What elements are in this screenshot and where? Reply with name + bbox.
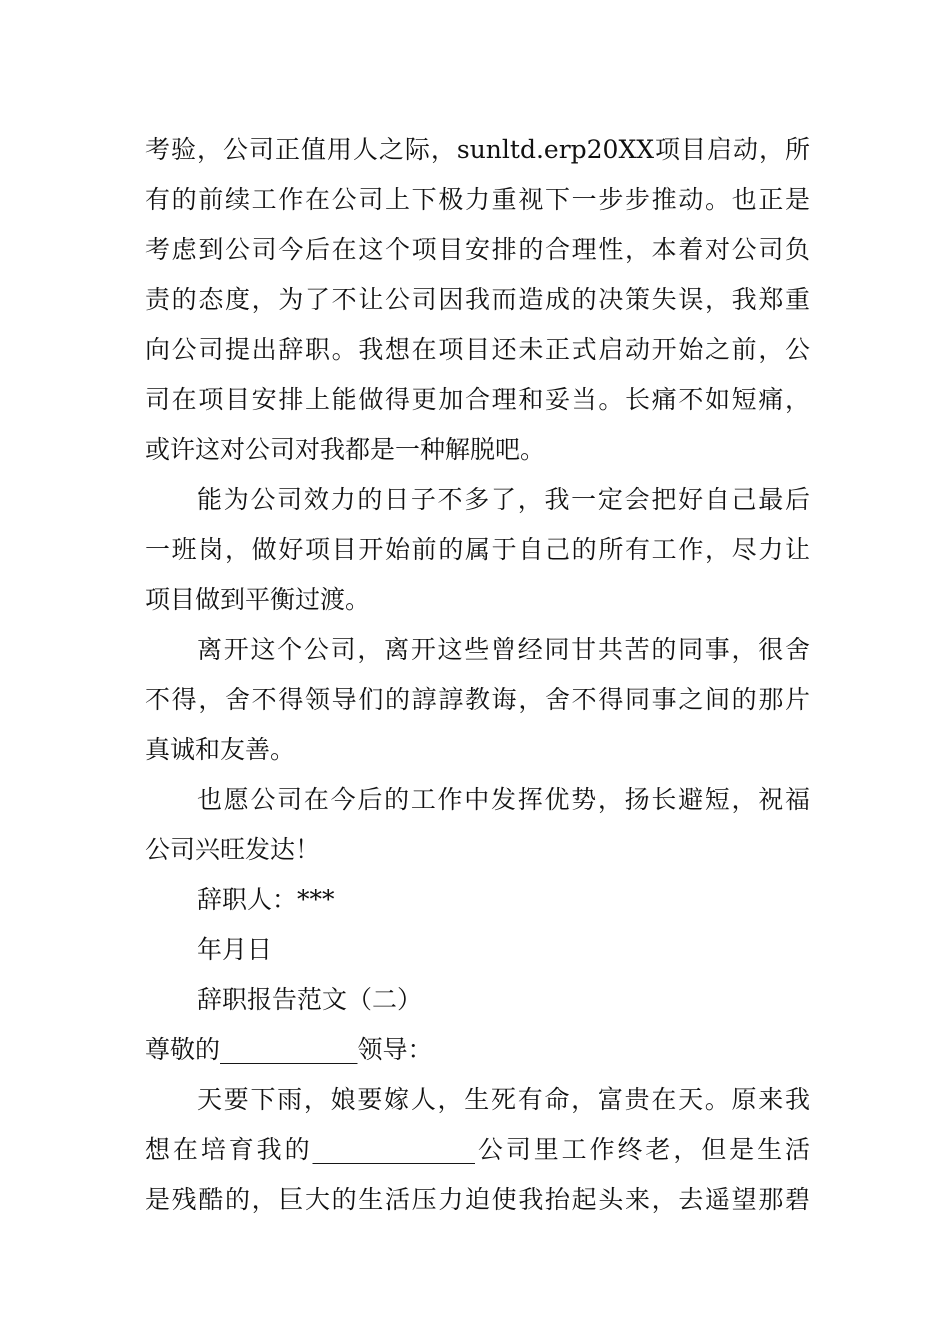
paragraph-line: 一班岗，做好项目开始前的属于自己的所有工作，尽力让 (145, 535, 810, 564)
paragraph-line: 责的态度，为了不让公司因我而造成的决策失误，我郑重 (145, 285, 810, 314)
signature-line: 辞职人：*** (197, 885, 335, 914)
paragraph-line: 公司兴旺发达！ (145, 835, 321, 864)
date-line: 年月日 (197, 935, 273, 964)
paragraph-line: 项目做到平衡过渡。 (145, 585, 371, 614)
paragraph-line: 考验，公司正值用人之际，sunltd.erp20XX项目启动，所 (145, 135, 810, 164)
section-title: 辞职报告范文（二） (197, 985, 423, 1014)
paragraph-line: 真诚和友善。 (145, 735, 296, 764)
paragraph-line: 司在项目安排上能做得更加合理和妥当。长痛不如短痛， (145, 385, 810, 414)
paragraph-line: 也愿公司在今后的工作中发挥优势，扬长避短，祝福 (197, 785, 810, 814)
paragraph-line: 向公司提出辞职。我想在项目还未正式启动开始之前，公 (145, 335, 810, 364)
paragraph-line: 考虑到公司今后在这个项目安排的合理性，本着对公司负 (145, 235, 810, 264)
paragraph-line: 不得，舍不得领导们的諄諄教诲，舍不得同事之间的那片 (145, 685, 810, 714)
paragraph-line: 有的前续工作在公司上下极力重视下一步步推动。也正是 (145, 185, 810, 214)
paragraph-line: 是残酷的，巨大的生活压力迫使我抬起头来，去遥望那碧 (145, 1185, 810, 1214)
paragraph-line: 天要下雨，娘要嫁人，生死有命，富贵在天。原来我 (197, 1085, 810, 1114)
paragraph-line: 想在培育我的_____________公司里工作终老，但是生活 (145, 1135, 810, 1164)
salutation: 尊敬的___________领导： (145, 1035, 433, 1064)
paragraph-line: 离开这个公司，离开这些曾经同甘共苦的同事，很舍 (197, 635, 810, 664)
paragraph-line: 能为公司效力的日子不多了，我一定会把好自己最后 (197, 485, 810, 514)
paragraph-line: 或许这对公司对我都是一种解脱吧。 (145, 435, 546, 464)
